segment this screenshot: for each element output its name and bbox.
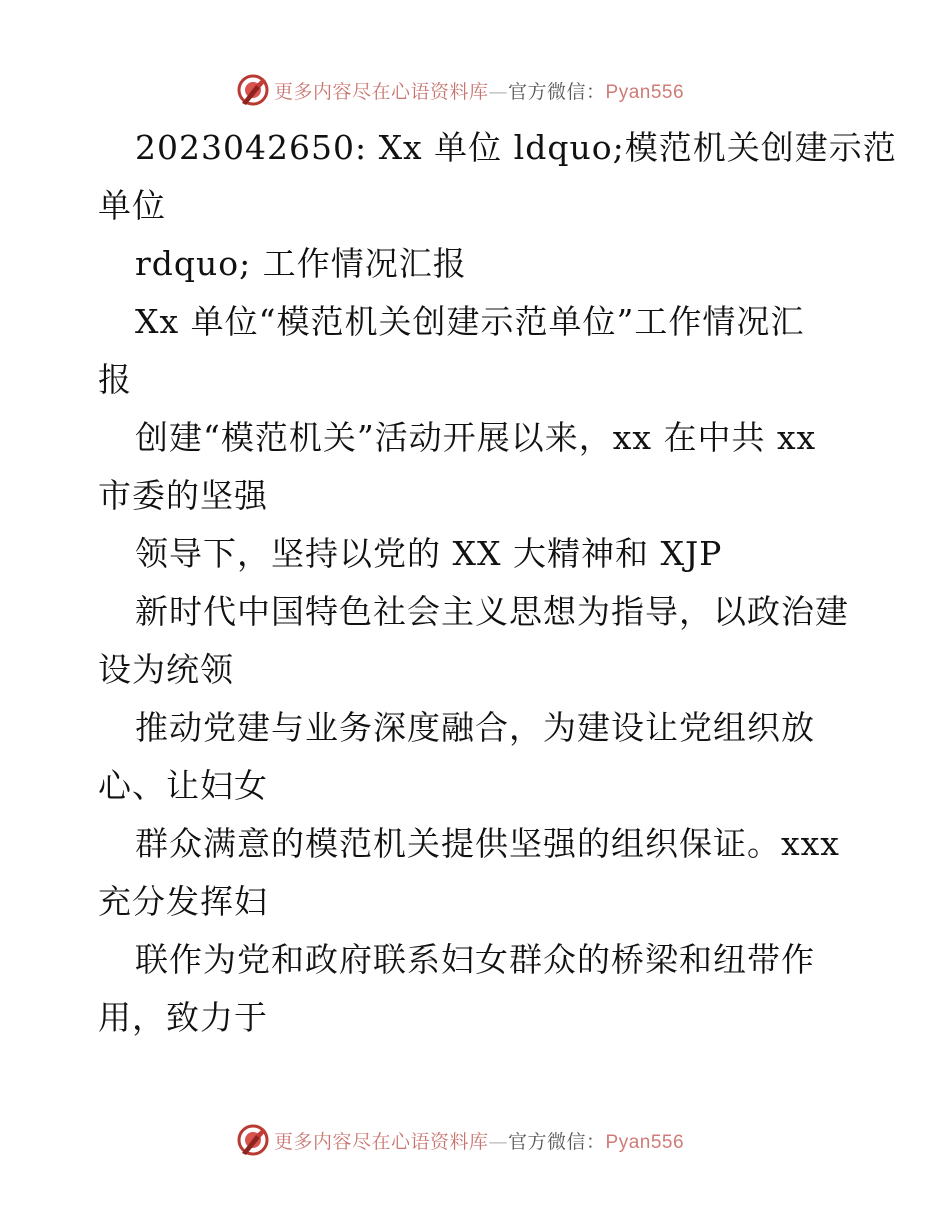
text-line: 新时代中国特色社会主义思想为指导，以政治建: [135, 592, 849, 631]
text-line: Xx 单位“模范机关创建示范单位”工作情况汇: [135, 302, 805, 341]
text-line: rdquo; 工作情况汇报: [135, 244, 467, 283]
banner-separator: —: [488, 80, 509, 103]
text-line: 报: [98, 360, 132, 399]
text-line: 心、让妇女: [98, 766, 268, 805]
banner-separator: —: [488, 1130, 509, 1153]
text-line: 用，致力于: [98, 998, 268, 1037]
footer-banner: [236, 1123, 684, 1157]
text-line: 市委的坚强: [98, 476, 268, 515]
text-line: 设为统领: [98, 650, 234, 689]
text-line: 充分发挥妇: [98, 882, 268, 921]
text-line: 单位: [98, 186, 166, 225]
red-circle-pen-logo-icon: [236, 1123, 270, 1157]
banner-text: [274, 77, 684, 104]
red-circle-pen-logo-icon: [236, 73, 270, 107]
banner-wechat-label: 官方微信：: [508, 80, 606, 103]
text-line: 推动党建与业务深度融合，为建设让党组织放: [135, 708, 815, 747]
banner-text: [274, 1127, 684, 1154]
banner-wechat-id: Pyan556: [605, 81, 685, 103]
text-line: 领导下，坚持以党的 XX 大精神和 XJP: [135, 534, 723, 573]
header-banner: [236, 73, 684, 107]
banner-title: 更多内容尽在心语资料库: [274, 80, 489, 103]
text-line: 联作为党和政府联系妇女群众的桥梁和纽带作: [135, 940, 815, 979]
text-line: 2023042650: Xx 单位 ldquo;模范机关创建示范: [135, 128, 897, 167]
text-line: 群众满意的模范机关提供坚强的组织保证。xxx: [135, 824, 840, 863]
banner-title: 更多内容尽在心语资料库: [274, 1130, 489, 1153]
banner-wechat-id: Pyan556: [605, 1131, 685, 1153]
banner-wechat-label: 官方微信：: [508, 1130, 606, 1153]
text-line: 创建“模范机关”活动开展以来，xx 在中共 xx: [135, 418, 817, 457]
document-body: [98, 119, 897, 1047]
